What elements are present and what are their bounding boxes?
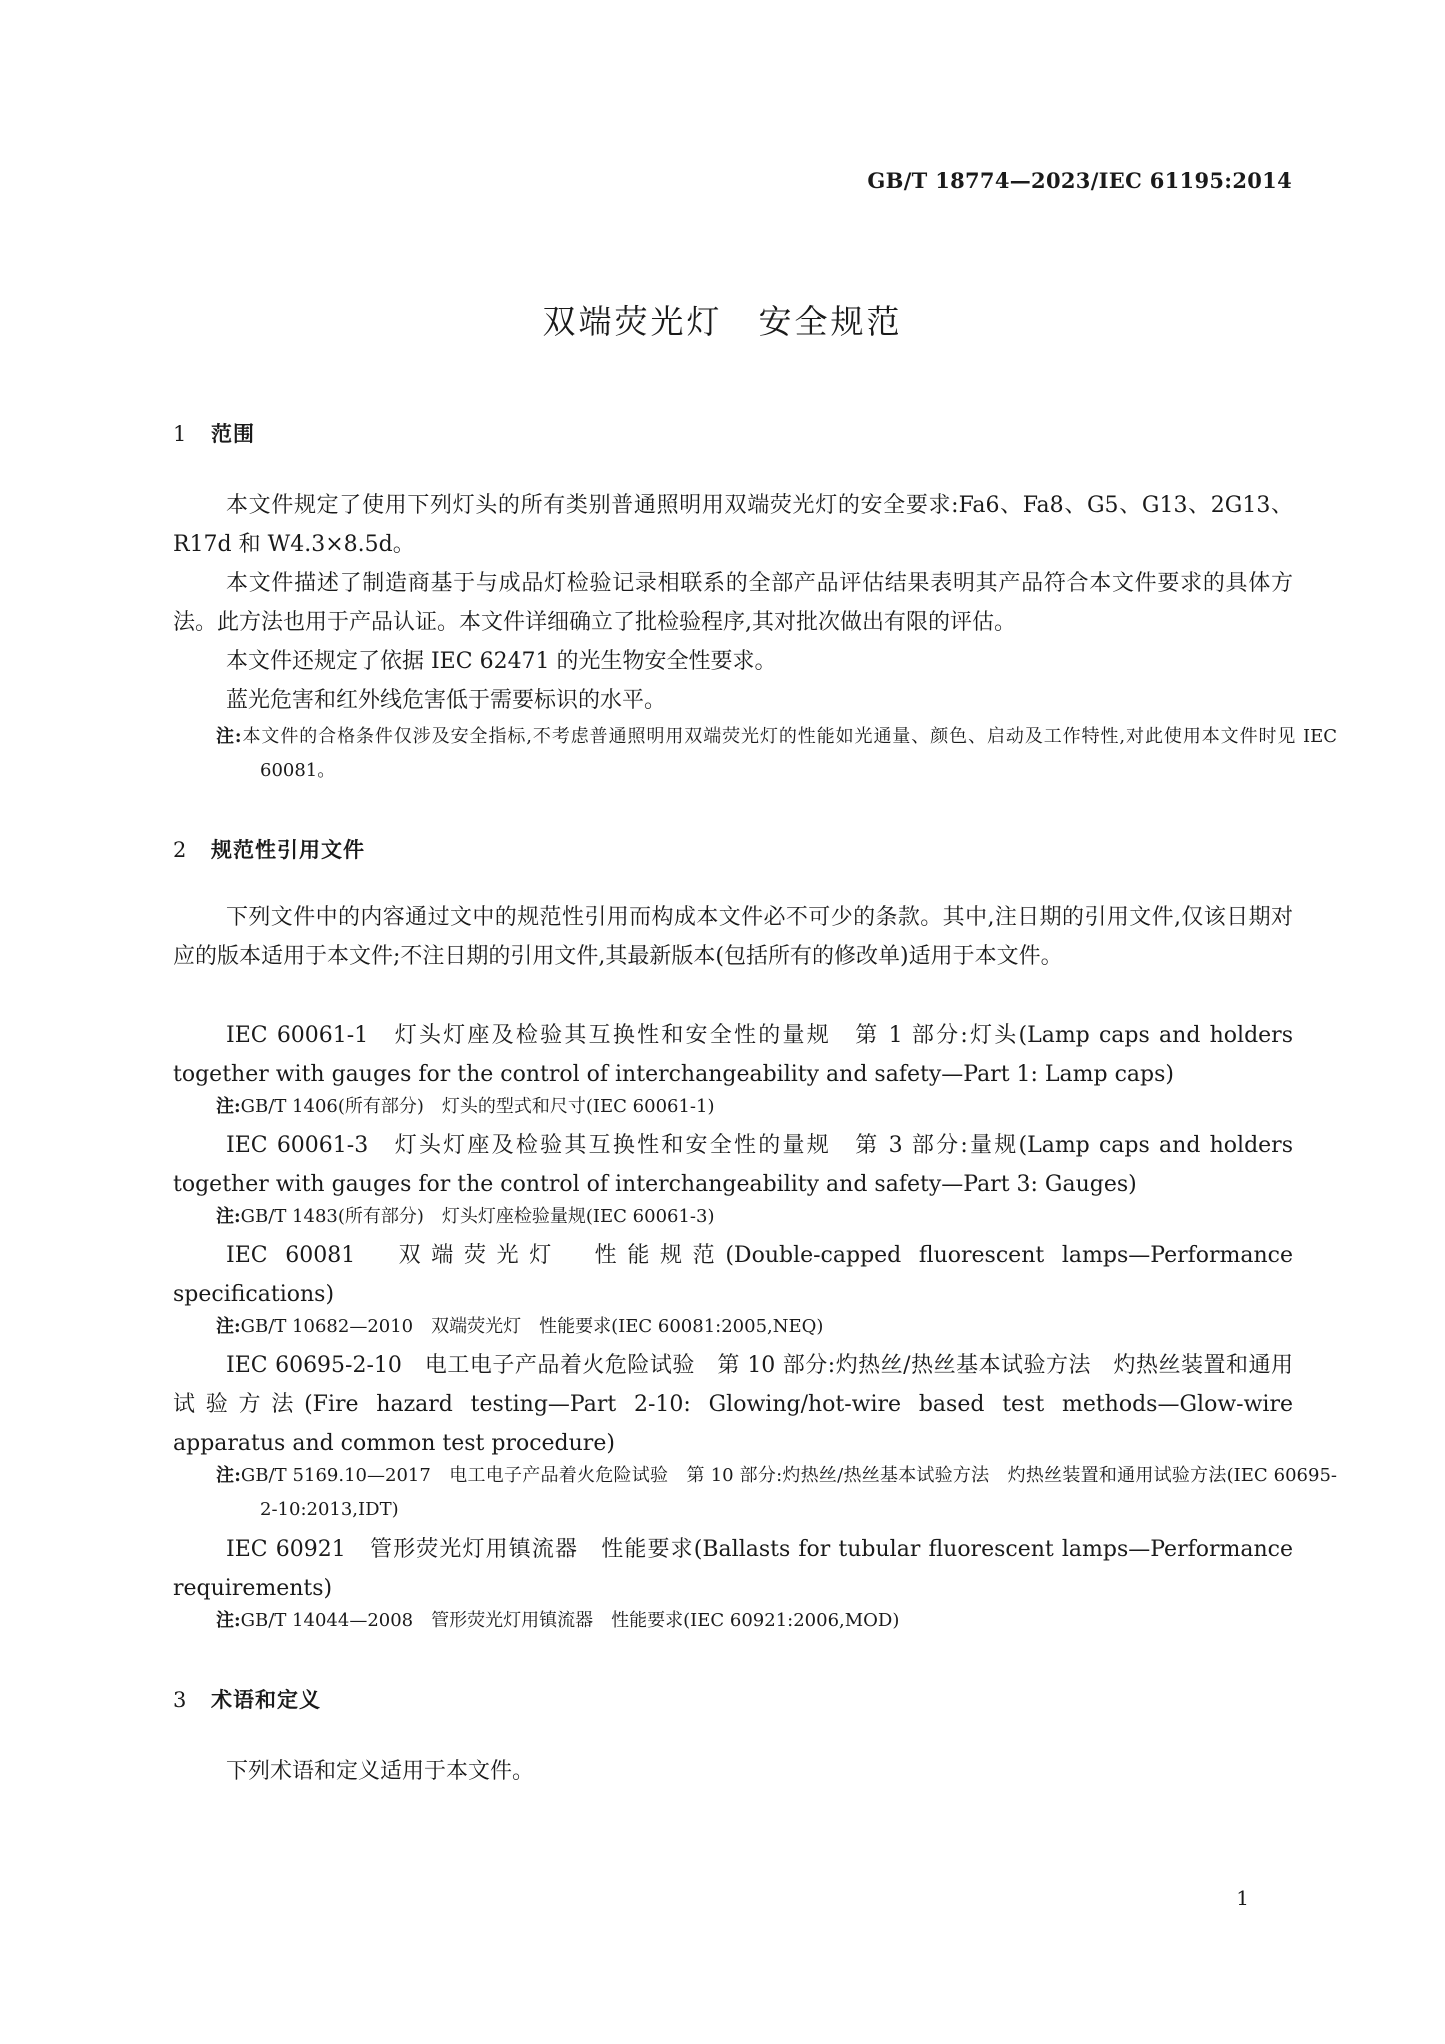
note-label: 注: bbox=[216, 1316, 241, 1337]
scope-paragraph-2: 本文件描述了制造商基于与成品灯检验记录相联系的全部产品评估结果表明其产品符合本文件要求的具体方法。此方法也用于产品认证。本文件详细确立了批检验程序,其对批次做出有限的评估。 bbox=[173, 571, 1293, 635]
section-3-heading bbox=[173, 1684, 321, 1714]
note-text: 本文件的合格条件仅涉及安全指标,不考虑普通照明用双端荧光灯的性能如光通量、颜色、启动及工作特性,对此使用本文件时见 IEC 60081。 bbox=[241, 726, 1337, 781]
reference-note bbox=[216, 1310, 1293, 1344]
scope-paragraph-4: 蓝光危害和红外线危害低于需要标识的水平。 bbox=[226, 688, 667, 713]
note-text: GB/T 1483(所有部分) 灯头灯座检验量规(IEC 60061-3) bbox=[240, 1206, 715, 1227]
section-2-heading bbox=[173, 834, 365, 864]
document-title bbox=[0, 296, 1445, 343]
scope-note bbox=[216, 720, 1337, 788]
note-text: GB/T 5169.10—2017 电工电子产品着火危险试验 第 10 部分:灼热丝/热丝基本试验方法 灼热丝装置和通用试验方法(IEC 60695-2-10:2013,IDT) bbox=[240, 1465, 1337, 1520]
reference-iec-60921: IEC 60921 管形荧光灯用镇流器 性能要求(Ballasts for tubular fluorescent lamps—Performance requirements) bbox=[173, 1537, 1293, 1601]
reference-note bbox=[216, 1604, 1293, 1638]
note-text: GB/T 10682—2010 双端荧光灯 性能要求(IEC 60081:2005,NEQ) bbox=[240, 1316, 824, 1337]
note-label: 注: bbox=[216, 726, 242, 747]
note-label: 注: bbox=[216, 1206, 241, 1227]
scope-paragraph-1: 本文件规定了使用下列灯头的所有类别普通照明用双端荧光灯的安全要求:Fa6、Fa8、G5、G13、2G13、R17d 和 W4.3×8.5d。 bbox=[173, 493, 1293, 557]
note-label: 注: bbox=[216, 1465, 241, 1486]
scope-paragraph-3: 本文件还规定了依据 IEC 62471 的光生物安全性要求。 bbox=[226, 649, 777, 674]
standard-number-header: GB/T 18774—2023/IEC 61195:2014 bbox=[867, 168, 1292, 193]
reference-note bbox=[216, 1459, 1337, 1527]
normative-references-intro: 下列文件中的内容通过文中的规范性引用而构成本文件必不可少的条款。其中,注日期的引用文件,仅该日期对应的版本适用于本文件;不注日期的引用文件,其最新版本(包括所有的修改单)适用于本文件。 bbox=[173, 905, 1293, 969]
reference-iec-60061-3: IEC 60061-3 灯头灯座及检验其互换性和安全性的量规 第 3 部分:量规(Lamp caps and holders together with gauges for the control of interchangeability and safety—Part 3: Gauges) bbox=[173, 1133, 1293, 1197]
section-title: 规范性引用文件 bbox=[211, 837, 365, 862]
note-text: GB/T 1406(所有部分) 灯头的型式和尺寸(IEC 60061-1) bbox=[240, 1096, 715, 1117]
note-text: GB/T 14044—2008 管形荧光灯用镇流器 性能要求(IEC 60921:2006,MOD) bbox=[240, 1610, 900, 1631]
note-label: 注: bbox=[216, 1096, 241, 1117]
reference-note bbox=[216, 1200, 1293, 1234]
document-title-part1: 双端荧光灯 bbox=[542, 302, 723, 341]
terms-intro: 下列术语和定义适用于本文件。 bbox=[226, 1759, 535, 1784]
section-title: 范围 bbox=[211, 421, 255, 446]
section-number: 1 bbox=[173, 422, 188, 446]
note-label: 注: bbox=[216, 1610, 241, 1631]
reference-iec-60061-1: IEC 60061-1 灯头灯座及检验其互换性和安全性的量规 第 1 部分:灯头(Lamp caps and holders together with gauges for the control of interchangeability and safety—Part 1: Lamp caps) bbox=[173, 1023, 1293, 1087]
reference-iec-60695-2-10: IEC 60695-2-10 电工电子产品着火危险试验 第 10 部分:灼热丝/热丝基本试验方法 灼热丝装置和通用试验方法(Fire hazard testing—Part 2-10: Glowing/hot-wire based test methods—Glow-wire apparatus and common test procedure) bbox=[173, 1353, 1293, 1456]
document-title-part2: 安全规范 bbox=[758, 302, 903, 341]
section-number: 3 bbox=[173, 1688, 188, 1712]
page-number: 1 bbox=[1236, 1886, 1249, 1910]
reference-iec-60081: IEC 60081 双端荧光灯 性能规范(Double-capped fluorescent lamps—Performance specifications) bbox=[173, 1243, 1293, 1307]
section-title: 术语和定义 bbox=[211, 1687, 321, 1712]
section-number: 2 bbox=[173, 838, 188, 862]
section-1-heading bbox=[173, 418, 255, 448]
reference-note bbox=[216, 1090, 1293, 1124]
